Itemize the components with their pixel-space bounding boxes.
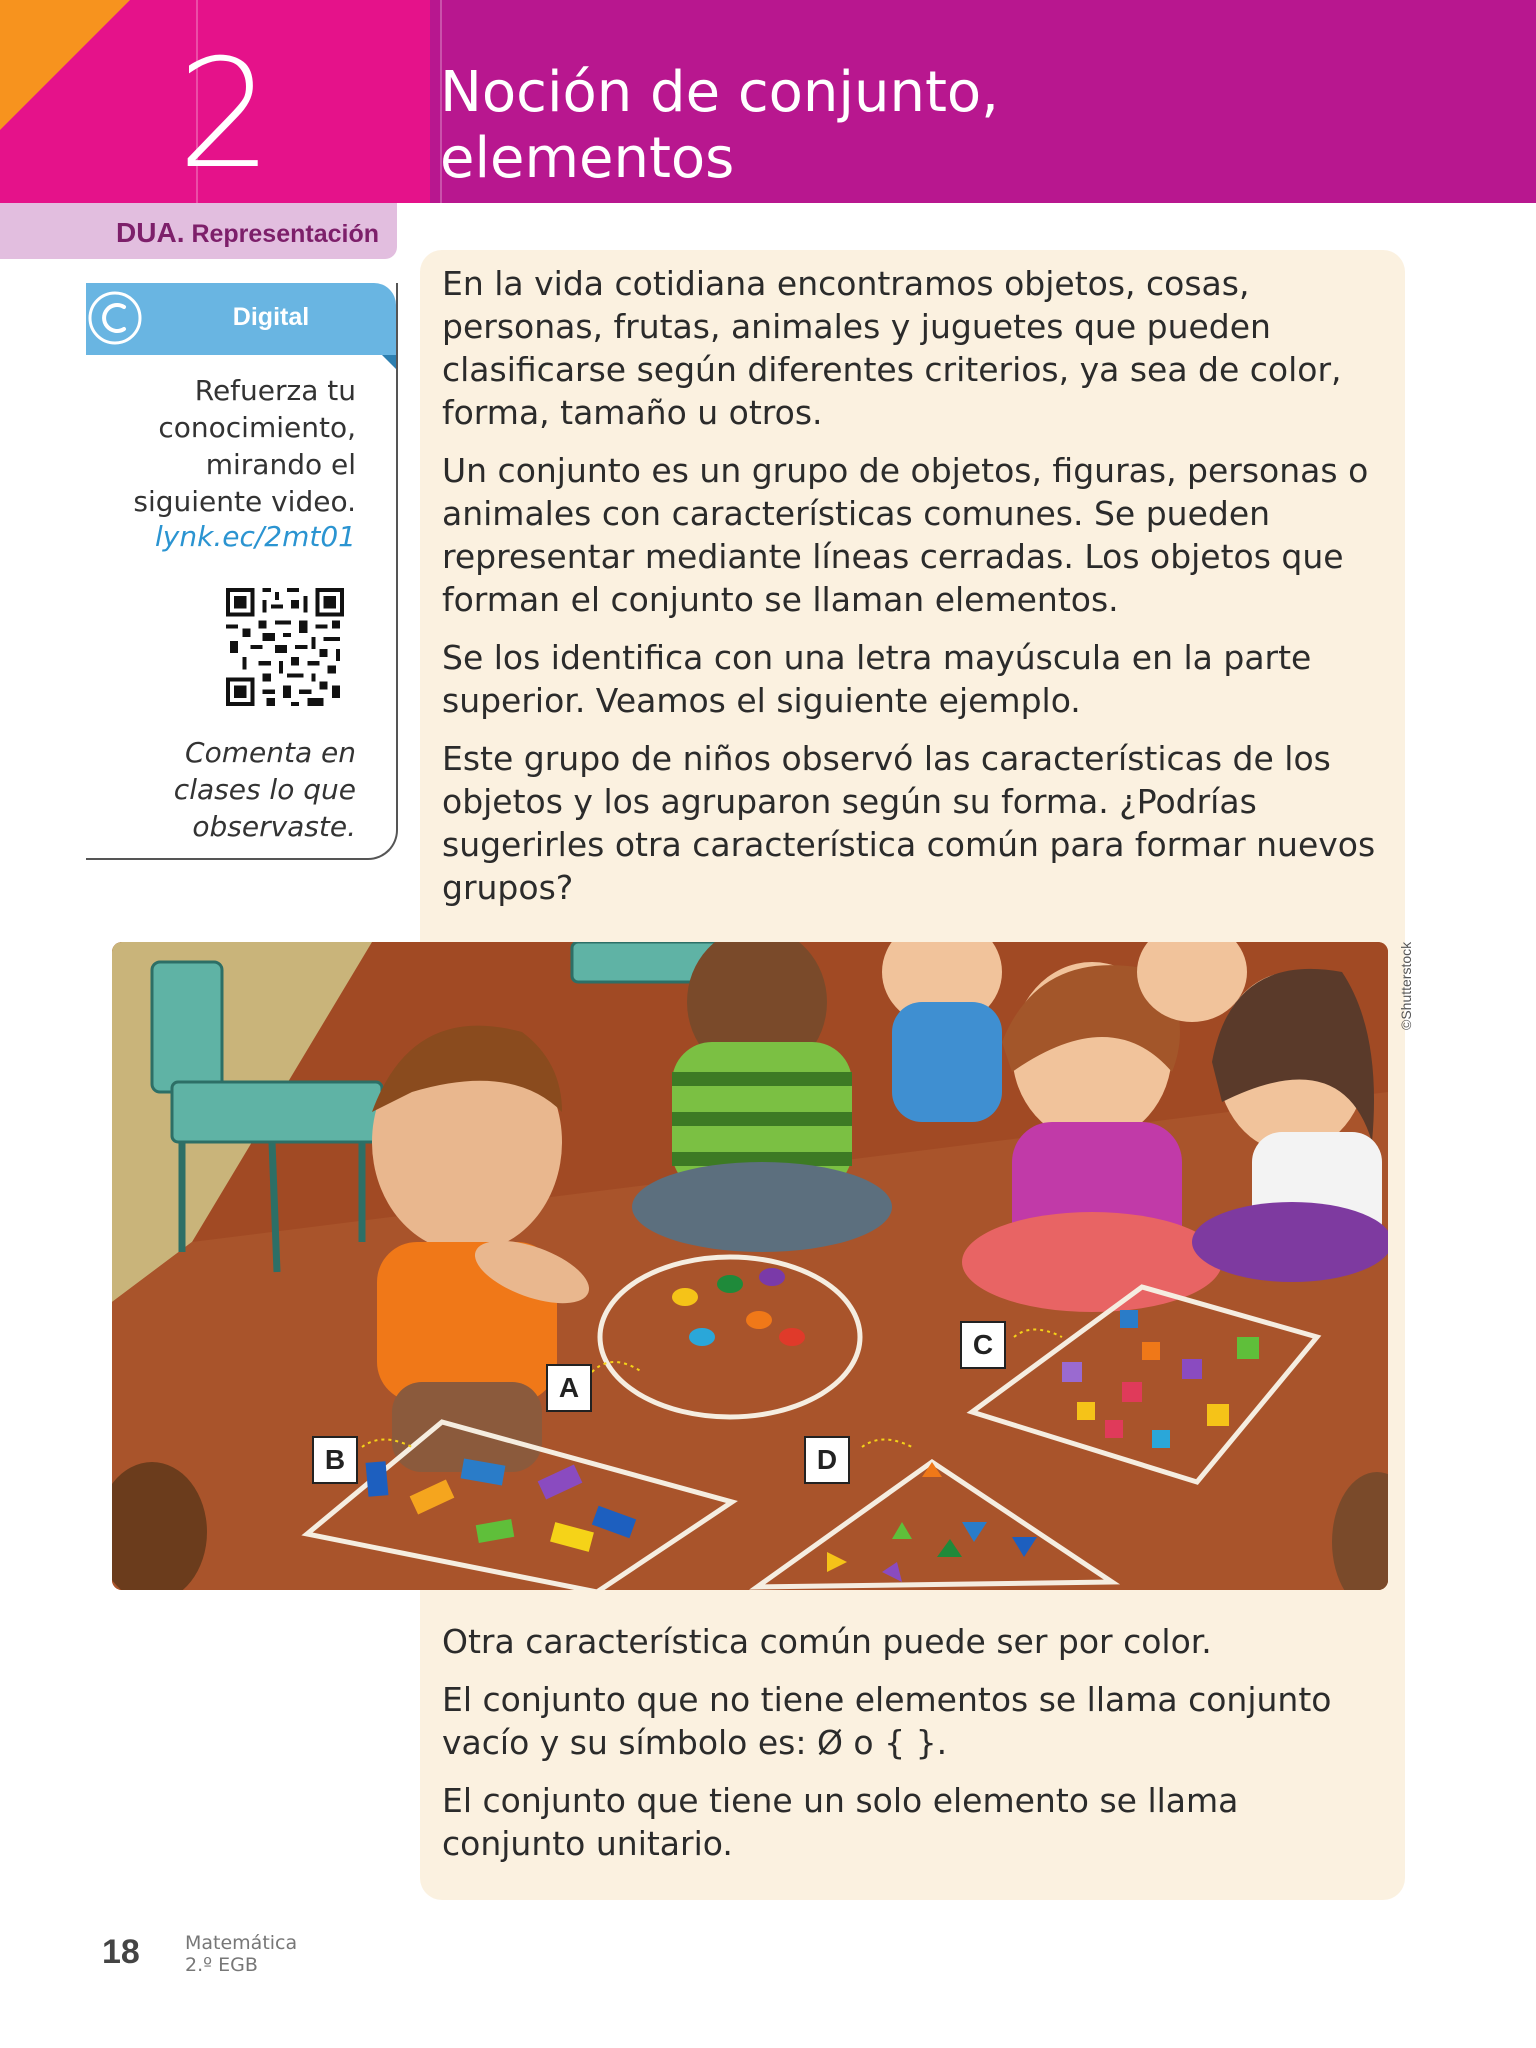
- grade-label: 2.º EGB: [185, 1954, 258, 1976]
- dua-label-sub: Representación: [191, 220, 379, 248]
- qr-code-icon[interactable]: [226, 588, 344, 706]
- paragraph: Un conjunto es un grupo de objetos, figuras, personas o animales con características comunes. Se pueden representar mediante líneas cerradas. Los objetos que forman el conjunto se llaman elementos.: [442, 451, 1369, 619]
- paragraph: El conjunto que no tiene elementos se llama conjunto vacío y su símbolo es: Ø o { }.: [442, 1680, 1332, 1762]
- closing-text: [442, 1620, 1392, 1880]
- digital-tab-label: Digital: [232, 303, 310, 331]
- intro-text: [442, 262, 1392, 924]
- dua-label: [116, 217, 379, 249]
- footer-subject: [185, 1932, 297, 1976]
- image-credit: ©Shutterstock: [1398, 941, 1414, 1030]
- page-number: 18: [102, 1933, 140, 1971]
- paragraph: Otra característica común puede ser por color.: [442, 1622, 1212, 1661]
- chapter-number: 2: [177, 28, 273, 202]
- set-label-a: A: [546, 1364, 592, 1412]
- set-label-d: D: [804, 1436, 850, 1484]
- digital-text: Refuerza tu conocimiento, mirando el siguiente video.: [133, 374, 356, 518]
- tab-fold: [382, 355, 396, 369]
- digital-note: Comenta en clases lo que observaste.: [173, 736, 356, 843]
- children-sorting-illustration: [112, 942, 1388, 1590]
- paragraph: Se los identifica con una letra mayúscula en la parte superior. Veamos el siguiente ejemplo.: [442, 638, 1312, 720]
- dua-tab: [0, 203, 397, 259]
- set-label-c: C: [960, 1321, 1006, 1369]
- paragraph: En la vida cotidiana encontramos objetos, cosas, personas, frutas, animales y juguetes que pueden clasificarse según diferentes criterios, ya sea de color, forma, tamaño u otros.: [442, 264, 1342, 432]
- digital-tab: [86, 283, 396, 355]
- paragraph: El conjunto que tiene un solo elemento se llama conjunto unitario.: [442, 1781, 1239, 1863]
- digital-icon: [88, 291, 142, 345]
- page-title: [440, 60, 1440, 192]
- page-title-line1: Noción de conjunto,: [440, 60, 999, 125]
- dua-label-strong: DUA.: [116, 217, 185, 248]
- page-title-line2: elementos: [440, 126, 735, 191]
- illustration-drawing: [112, 942, 1388, 1590]
- video-link[interactable]: lynk.ec/2mt01: [155, 520, 356, 553]
- paragraph: Este grupo de niños observó las características de los objetos y los agruparon según su forma. ¿Podrías sugerirles otra característica común para formar nuevos grupos?: [442, 739, 1376, 907]
- header-orange-corner: [0, 0, 130, 130]
- set-label-b: B: [312, 1436, 358, 1484]
- subject-name: Matemática: [185, 1932, 298, 1954]
